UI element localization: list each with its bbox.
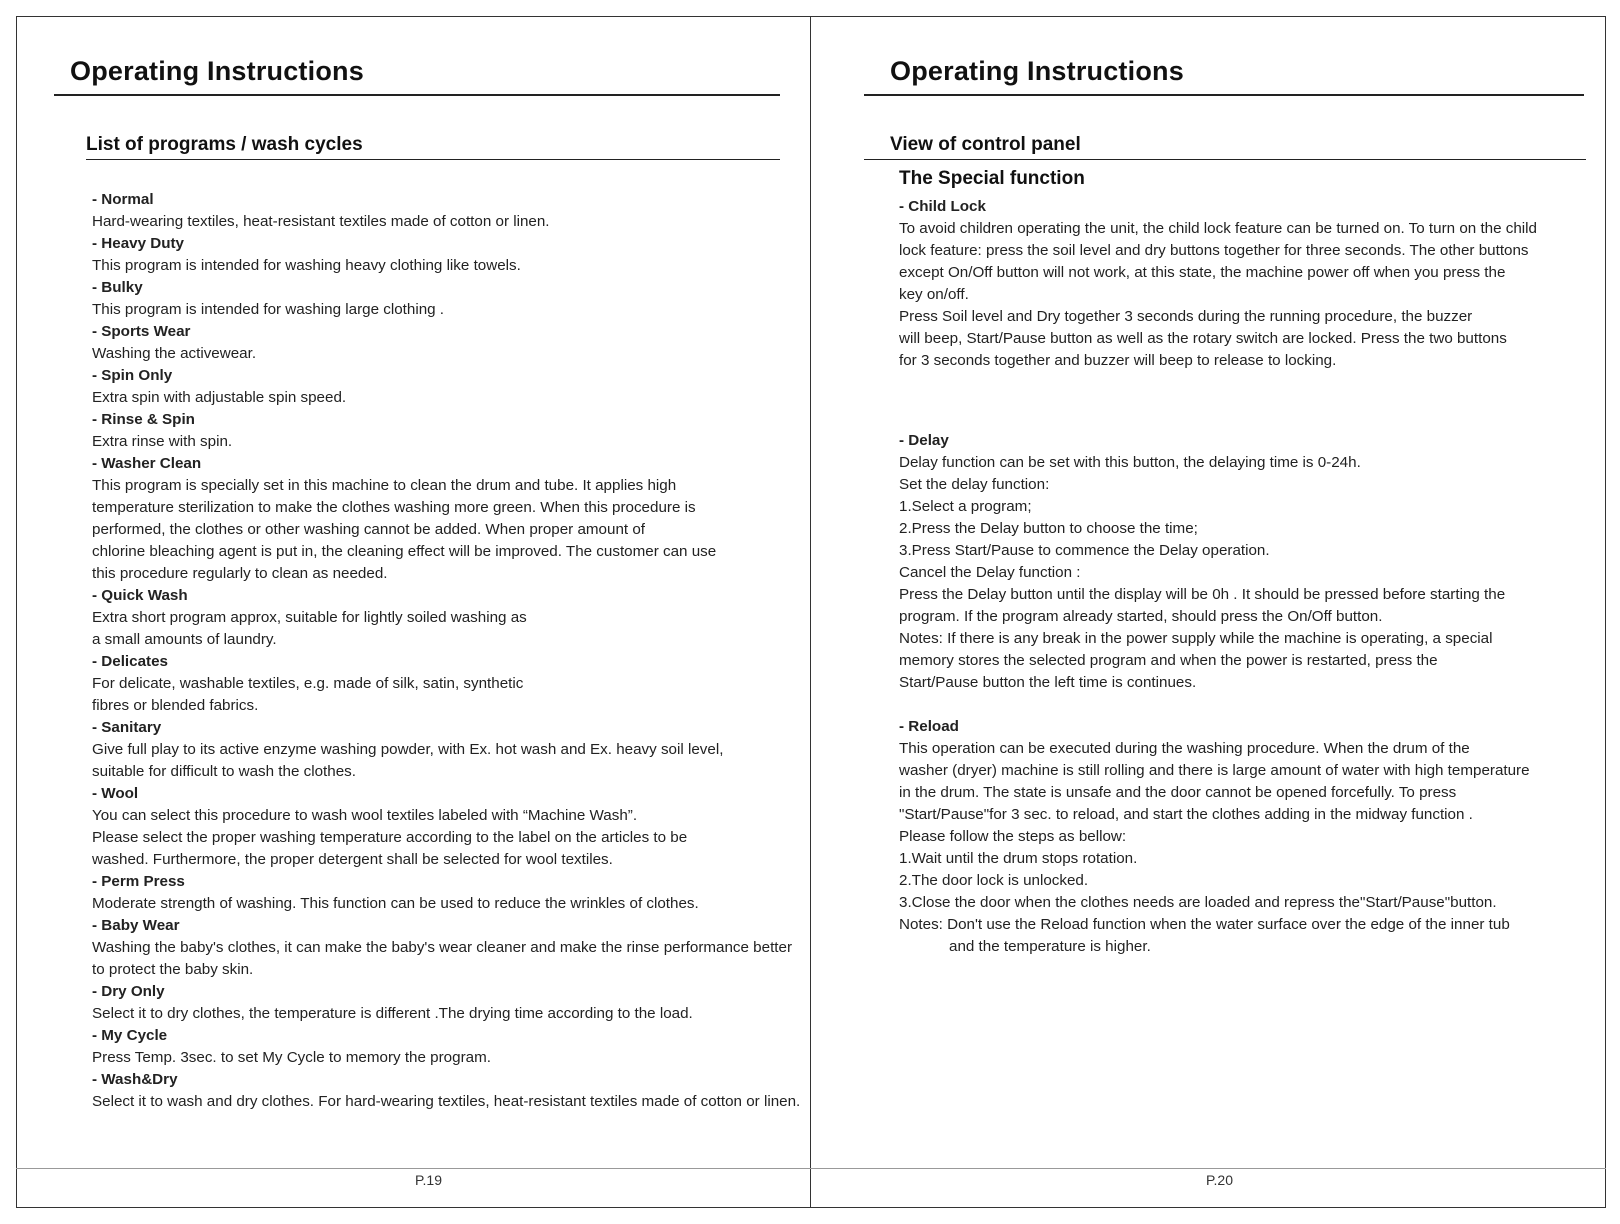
program-description: Extra spin with adjustable spin speed. xyxy=(92,389,347,406)
delay-heading: - Delay xyxy=(899,432,949,449)
program-description: Washing the activewear. xyxy=(92,345,257,362)
reload-text: This operation can be executed during the washing procedure. When the drum of the washer (dryer) machine is still rolling and there is large amount of water with high temperature in the drum. The state is unsafe and the door cannot be opened forcefully. To press "Start/Pause"for 3 sec. to reload, and start the clothes adding in the midway function . Please follow the steps as bellow: 1.Wait until the drum stops rotation. 2.The door lock is unlocked. 3.Close the door when the clothes needs are loaded and repress the"Start/Pause"button. Notes: Don't use the Reload function when the water surface over the edge of the inner tub xyxy=(899,740,1530,933)
child-lock-text: To avoid children operating the unit, the child lock feature can be turned on. To turn on the child lock feature: press the soil level and dry buttons together for three seconds. The other buttons except On/Off button will not work, at this state, the machine power off when you press the key on/off. xyxy=(899,220,1538,303)
delay-text: Delay function can be set with this button, the delaying time is 0-24h. Set the delay function: 1.Select a program; 2.Press the Delay button to choose the time; 3.Press Start/Pause to commence the Delay operation. Cancel the Delay function : Press the Delay button until the display will be 0h . It should be pressed before starting the program. If the program already started, should press the On/Off button. Notes: If there is any break in the power supply while the machine is operating, a special memory stores the selected program and when the power is restarted, press the Start/Pause button the left time is continues. xyxy=(899,454,1506,691)
page-number: P.20 xyxy=(1206,1172,1233,1188)
program-description: This program is specially set in this machine to clean the drum and tube. It applies high temperature sterilization to make the clothes washing more green. When this procedure is performed, the clothes or other washing cannot be added. When proper amount of chlorine bleaching agent is put in, the cleaning effect will be improved. The customer can use this procedure regularly to clean as needed. xyxy=(92,477,717,582)
page-title: Operating Instructions xyxy=(70,56,364,86)
program-name: - Dry Only xyxy=(92,983,165,1000)
program-description: Extra rinse with spin. xyxy=(92,433,233,450)
program-name: - Normal xyxy=(92,191,154,208)
program-description: Moderate strength of washing. This function can be used to reduce the wrinkles of clothes. xyxy=(92,895,699,912)
program-description: Press Temp. 3sec. to set My Cycle to memory the program. xyxy=(92,1049,491,1066)
program-name: - Quick Wash xyxy=(92,587,188,604)
program-name: - Perm Press xyxy=(92,873,185,890)
program-name: - Sports Wear xyxy=(92,323,191,340)
reload-text-indent: and the temperature is higher. xyxy=(949,938,1151,955)
program-name: - Delicates xyxy=(92,653,168,670)
program-name: - Baby Wear xyxy=(92,917,180,934)
program-description: Select it to wash and dry clothes. For hard-wearing textiles, heat-resistant textiles made of cotton or linen. xyxy=(92,1093,801,1110)
child-lock-text-2: Press Soil level and Dry together 3 seconds during the running procedure, the buzzer will beep, Start/Pause button as well as the rotary switch are locked. Press the two buttons for 3 seconds together and buzzer will beep to release to locking. xyxy=(899,308,1507,369)
program-description: Select it to dry clothes, the temperature is different .The drying time according to the load. xyxy=(92,1005,693,1022)
program-description: Extra short program approx, suitable for lightly soiled washing as a small amounts of laundry. xyxy=(92,609,527,648)
program-name: - Bulky xyxy=(92,279,143,296)
special-function-heading: The Special function xyxy=(899,168,1085,189)
child-lock-heading: - Child Lock xyxy=(899,198,986,215)
section-rule xyxy=(86,159,780,160)
spread-divider xyxy=(810,16,811,1208)
section-heading: View of control panel xyxy=(890,134,1081,155)
program-description: This program is intended for washing large clothing . xyxy=(92,301,445,318)
program-name: - Washer Clean xyxy=(92,455,202,472)
title-rule xyxy=(864,94,1584,96)
program-description: Give full play to its active enzyme washing powder, with Ex. hot wash and Ex. heavy soil level, suitable for difficult to wash the clothes. xyxy=(92,741,724,780)
section-rule xyxy=(864,159,1586,160)
program-name: - Wool xyxy=(92,785,139,802)
program-description: Hard-wearing textiles, heat-resistant textiles made of cotton or linen. xyxy=(92,213,550,230)
section-heading: List of programs / wash cycles xyxy=(86,134,363,155)
special-function-block xyxy=(899,168,1599,958)
program-description: You can select this procedure to wash wool textiles labeled with “Machine Wash”. Please select the proper washing temperature according to the label on the articles to be washed. Furthermore, the proper detergent shall be selected for wool textiles. xyxy=(92,807,688,868)
program-description: Washing the baby's clothes, it can make the baby's wear cleaner and make the rinse performance better to protect the baby skin. xyxy=(92,939,793,978)
program-name: - Sanitary xyxy=(92,719,162,736)
program-description: This program is intended for washing heavy clothing like towels. xyxy=(92,257,521,274)
program-name: - Spin Only xyxy=(92,367,173,384)
reload-heading: - Reload xyxy=(899,718,959,735)
page-number: P.19 xyxy=(415,1172,442,1188)
page-title: Operating Instructions xyxy=(890,56,1184,86)
program-name: - Wash&Dry xyxy=(92,1071,178,1088)
program-description: For delicate, washable textiles, e.g. made of silk, satin, synthetic fibres or blended fabrics. xyxy=(92,675,524,714)
program-name: - Heavy Duty xyxy=(92,235,185,252)
right-page xyxy=(812,0,1608,1224)
program-name: - My Cycle xyxy=(92,1027,168,1044)
program-list xyxy=(92,189,802,1113)
program-name: - Rinse & Spin xyxy=(92,411,195,428)
title-rule xyxy=(54,94,780,96)
